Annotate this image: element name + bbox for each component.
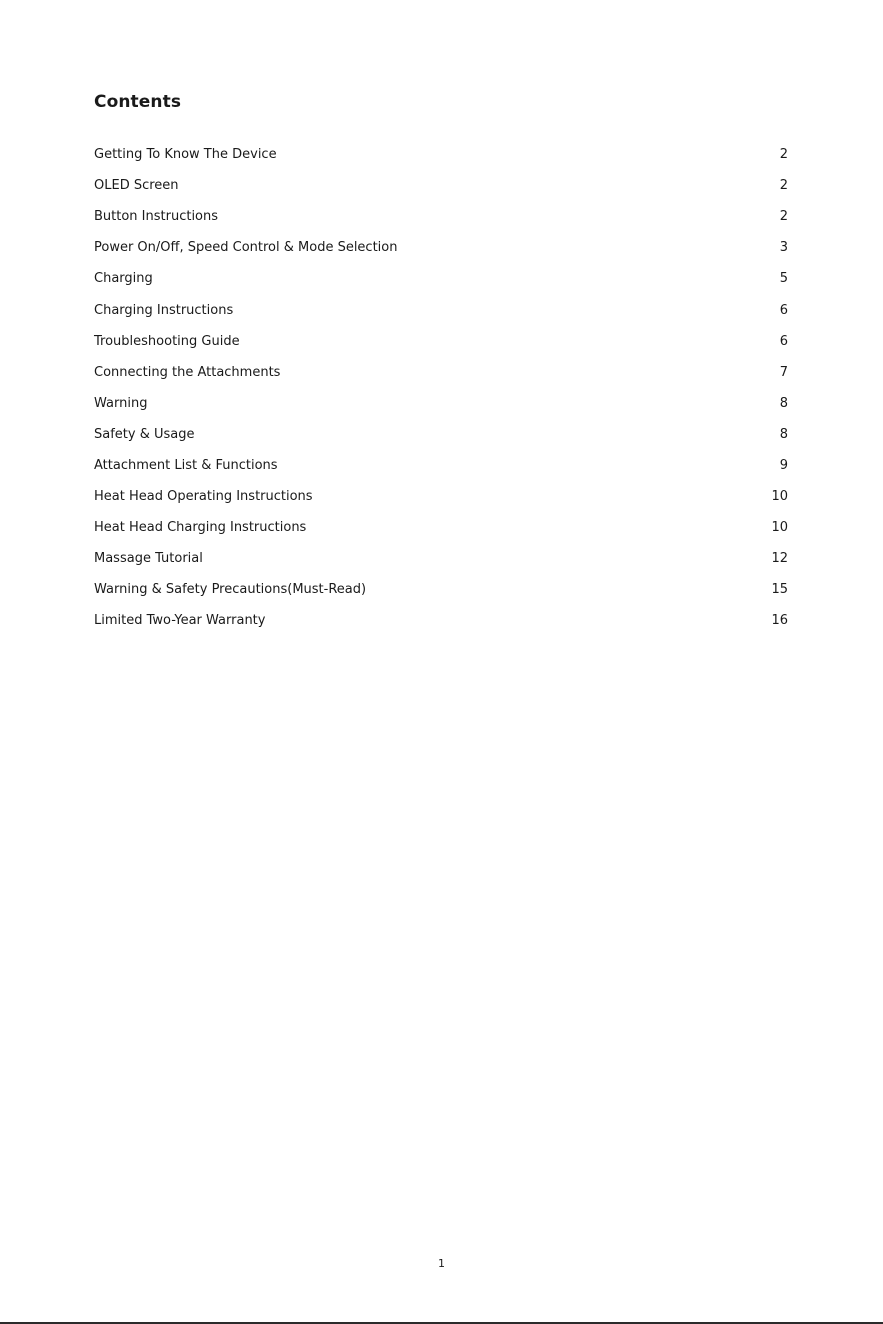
toc-entry-label: Power On/Off, Speed Control & Mode Selection	[94, 240, 398, 256]
toc-entry-page-number: 3	[779, 240, 788, 256]
toc-entry-label: Heat Head Operating Instructions	[94, 489, 313, 505]
toc-entry-page-number: 2	[779, 209, 788, 225]
toc-entry[interactable]	[94, 326, 788, 357]
toc-entry-label: Troubleshooting Guide	[94, 333, 240, 349]
contents-heading: Contents	[94, 92, 182, 112]
toc-entry[interactable]	[94, 294, 788, 325]
toc-entry[interactable]	[94, 419, 788, 450]
toc-entry[interactable]	[94, 139, 788, 170]
toc-entry[interactable]	[94, 170, 788, 201]
toc-entry-label: Warning	[94, 395, 148, 411]
toc-entry-label: Limited Two-Year Warranty	[94, 613, 266, 629]
toc-entry-label: Attachment List & Functions	[94, 457, 278, 473]
toc-entry-label: Getting To Know The Device	[94, 147, 277, 163]
toc-entry[interactable]	[94, 512, 788, 543]
toc-entry-label: Charging	[94, 271, 153, 287]
toc-entry-page-number: 16	[771, 613, 788, 629]
toc-entry-label: Safety & Usage	[94, 426, 195, 442]
toc-entry-page-number: 7	[779, 364, 788, 380]
toc-entry-page-number: 5	[779, 271, 788, 287]
toc-entry[interactable]	[94, 232, 788, 263]
toc-entry-label: Massage Tutorial	[94, 551, 203, 567]
toc-entry-label: Warning & Safety Precautions(Must-Read)	[94, 582, 367, 598]
toc-entry-page-number: 2	[779, 147, 788, 163]
toc-entry-label: Button Instructions	[94, 209, 219, 225]
toc-entry-label: Connecting the Attachments	[94, 364, 281, 380]
toc-entry-page-number: 8	[779, 426, 788, 442]
toc-entry[interactable]	[94, 388, 788, 419]
toc-entry-page-number: 10	[771, 489, 788, 505]
toc-entry[interactable]	[94, 543, 788, 574]
toc-entry-page-number: 6	[779, 333, 788, 349]
toc-entry-label: OLED Screen	[94, 178, 179, 194]
toc-entry-page-number: 10	[771, 520, 788, 536]
page-number: 1	[438, 1257, 445, 1270]
toc-entry[interactable]	[94, 574, 788, 605]
toc-entry-page-number: 6	[779, 302, 788, 318]
toc-entry[interactable]	[94, 605, 788, 636]
table-of-contents	[94, 139, 788, 637]
toc-entry-page-number: 8	[779, 395, 788, 411]
toc-entry-page-number: 15	[771, 582, 788, 598]
toc-entry[interactable]	[94, 450, 788, 481]
toc-entry[interactable]	[94, 201, 788, 232]
toc-entry-page-number: 9	[779, 457, 788, 473]
toc-entry[interactable]	[94, 263, 788, 294]
toc-entry[interactable]	[94, 481, 788, 512]
toc-entry[interactable]	[94, 357, 788, 388]
toc-entry-page-number: 12	[771, 551, 788, 567]
toc-entry-label: Heat Head Charging Instructions	[94, 520, 307, 536]
toc-entry-page-number: 2	[779, 178, 788, 194]
toc-entry-label: Charging Instructions	[94, 302, 234, 318]
